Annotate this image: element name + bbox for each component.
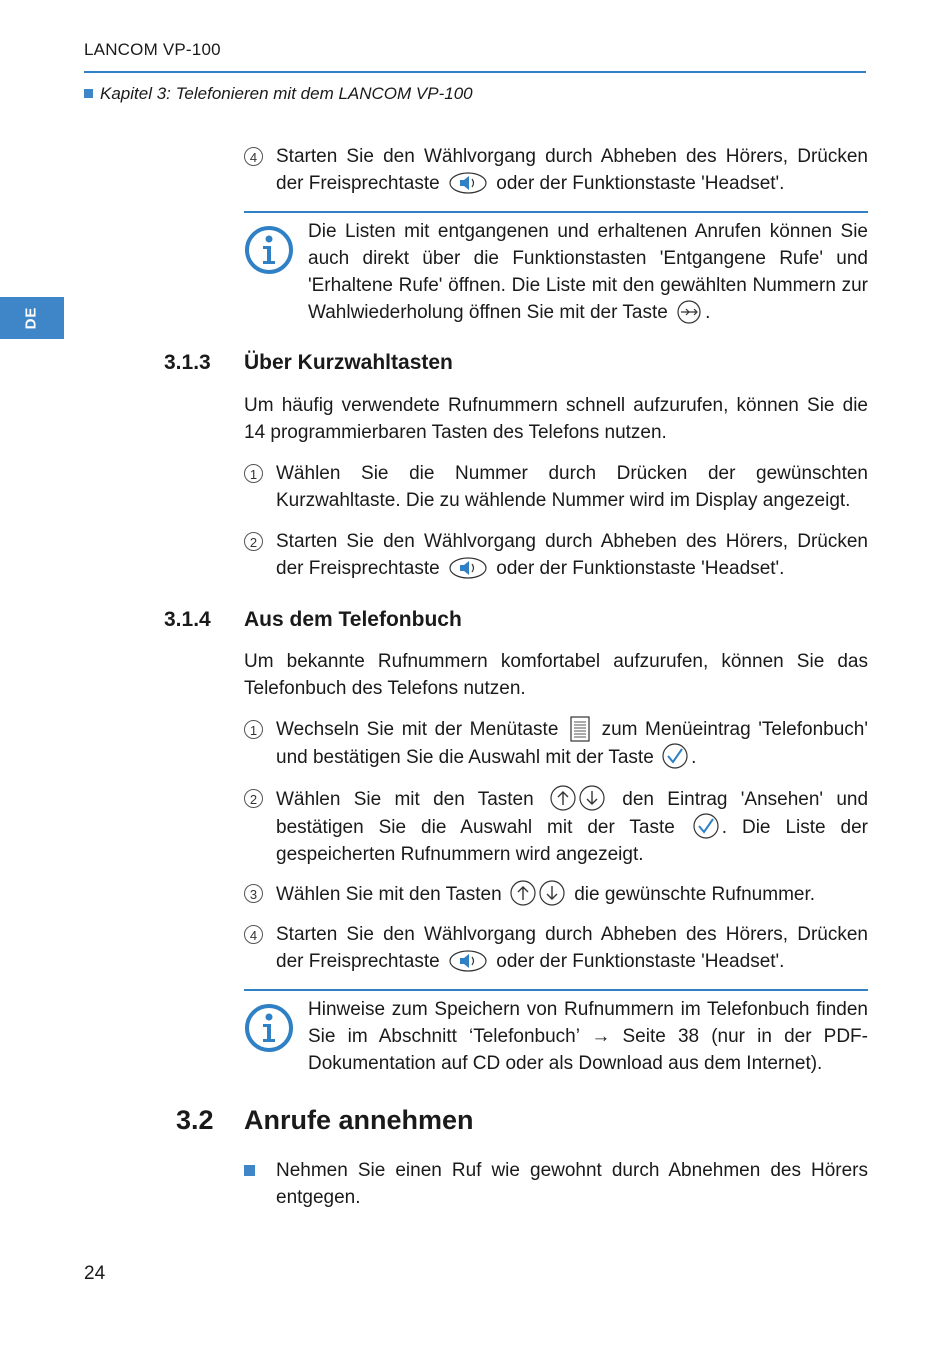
list-item — [244, 1157, 868, 1211]
menu-key-icon — [569, 716, 591, 742]
up-down-keys-icon — [509, 880, 567, 906]
ok-key-icon — [660, 743, 690, 769]
document-header-title: LANCOM VP-100 — [84, 40, 221, 59]
bullet-text: Nehmen Sie einen Ruf wie gewohnt durch Abnehmen des Hörers entgegen. — [276, 1160, 868, 1208]
step-item — [244, 460, 868, 514]
page-number: 24 — [84, 1263, 106, 1284]
step-text: Wählen Sie mit den Tasten — [276, 884, 502, 905]
up-down-keys-icon — [549, 785, 607, 811]
section-heading — [0, 1105, 950, 1141]
step-text: Wählen Sie mit den Tasten — [276, 789, 534, 810]
step-text: Starten Sie den Wählvorgang durch Abheben des Hörers, Drücken der Freisprechtaste — [276, 146, 868, 194]
section-number: 3.2 — [176, 1105, 214, 1135]
redial-key-icon — [674, 300, 704, 324]
step-number: 1 — [244, 464, 263, 483]
step-text-end: . — [691, 747, 697, 768]
info-rule — [244, 989, 868, 991]
step-item — [244, 880, 868, 908]
step-text-end: . Die Liste der gespeicherten Rufnummern wird angezeigt. — [276, 817, 868, 865]
step-number: 1 — [244, 720, 263, 739]
speaker-key-icon — [448, 171, 488, 195]
bullet-square-icon — [244, 1165, 255, 1176]
step-number: 4 — [244, 925, 263, 944]
step-number: 4 — [244, 147, 263, 166]
step-text-end: oder der Funktionstaste 'Headset'. — [496, 173, 785, 194]
step-item — [244, 921, 868, 975]
step-number: 2 — [244, 789, 263, 808]
section-heading — [0, 608, 950, 638]
step-text-middle: den Eintrag 'Ansehen' und bestätigen Sie die Auswahl mit der Taste — [276, 789, 869, 838]
section-intro: Um bekannte Rufnummern komfortabel aufzurufen, können Sie das Telefonbuch des Telefons nutzen. — [244, 651, 868, 699]
language-tab — [0, 297, 64, 339]
info-note-text: Die Listen mit entgangenen und erhaltenen Anrufen können Sie auch direkt über die Funktionstasten 'Entgangene Rufe' und 'Erhaltene Rufe' öffnen. Die Liste mit den gewählten Nummern zur Wahlwiederholung öffnen Sie mit der Taste — [308, 221, 868, 323]
step-number: 2 — [244, 532, 263, 551]
header-rule — [84, 71, 866, 73]
section-number: 3.1.3 — [164, 351, 211, 374]
step-item — [244, 716, 868, 771]
chapter-square-icon — [84, 89, 93, 98]
info-note-text-end: . — [705, 302, 711, 323]
step-item — [244, 143, 868, 197]
info-rule — [244, 211, 868, 213]
step-text-middle: zum Menüeintrag 'Telefonbuch' und bestätigen Sie die Auswahl mit der Taste — [276, 719, 868, 768]
step-item — [244, 528, 868, 582]
info-icon — [244, 225, 294, 275]
section-heading — [0, 351, 950, 381]
step-item — [244, 785, 868, 868]
ok-key-icon — [691, 813, 721, 839]
chapter-title — [84, 84, 473, 104]
step-number: 3 — [244, 884, 263, 903]
info-note — [308, 218, 868, 326]
section-number: 3.1.4 — [164, 608, 211, 631]
section-title: Über Kurzwahltasten — [244, 351, 453, 374]
step-text: Wechseln Sie mit der Menütaste — [276, 719, 559, 740]
step-text-end: oder der Funktionstaste 'Headset'. — [496, 951, 785, 972]
chapter-text: Kapitel 3: Telefonieren mit dem LANCOM VP-100 — [100, 84, 473, 103]
step-text-end: oder der Funktionstaste 'Headset'. — [496, 558, 785, 579]
speaker-key-icon — [448, 556, 488, 580]
step-text: Starten Sie den Wählvorgang durch Abheben des Hörers, Drücken der Freisprechtaste — [276, 924, 868, 972]
info-icon — [244, 1003, 294, 1053]
step-text: Wählen Sie die Nummer durch Drücken der gewünschten Kurzwahltaste. Die zu wählende Nummer wird im Display angezeigt. — [276, 463, 868, 511]
section-intro: Um häufig verwendete Rufnummern schnell aufzurufen, können Sie die 14 programmierbaren Tasten des Telefons nutzen. — [244, 395, 868, 443]
section-title: Aus dem Telefonbuch — [244, 608, 462, 631]
speaker-key-icon — [448, 949, 488, 973]
info-note: Hinweise zum Speichern von Rufnummern im Telefonbuch finden Sie im Abschnitt ‘Telefonbuch’ → Seite 38 (nur in der PDF-Dokumentation auf CD oder als Download aus dem Internet). — [308, 999, 868, 1074]
step-text: Starten Sie den Wählvorgang durch Abheben des Hörers, Drücken der Freisprechtaste — [276, 531, 868, 579]
section-title: Anrufe annehmen — [244, 1105, 474, 1135]
step-text-end: die gewünschte Rufnummer. — [574, 884, 816, 905]
language-tab-label: DE — [22, 306, 40, 330]
